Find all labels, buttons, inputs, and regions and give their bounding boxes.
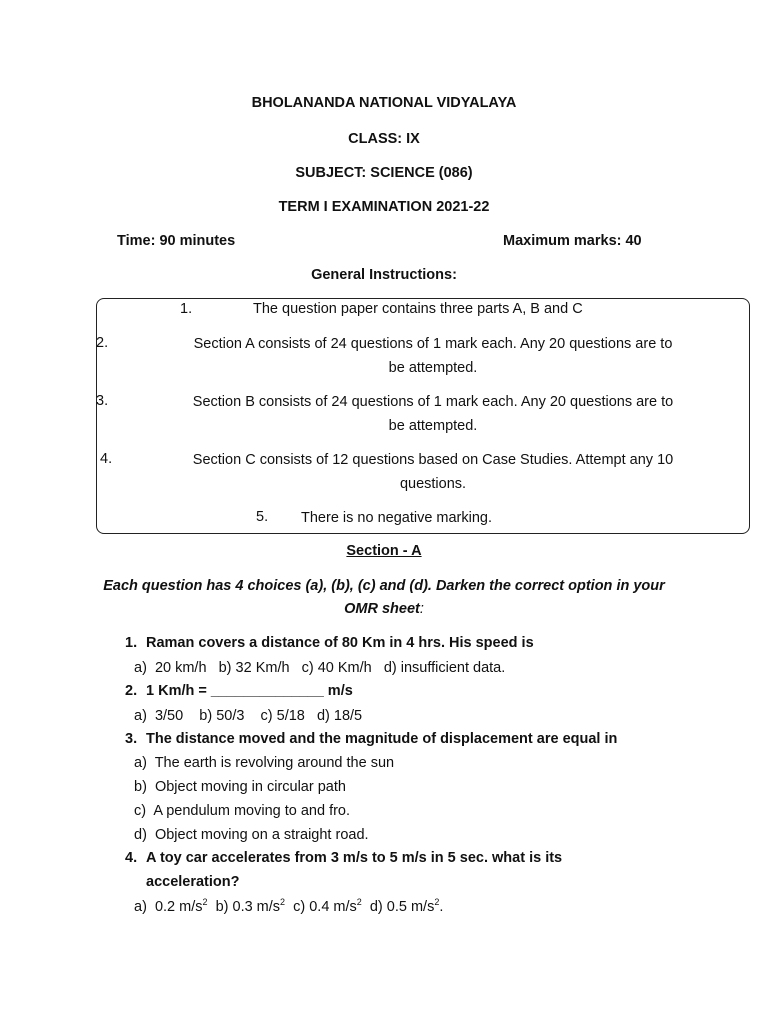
instruction-text: Section B consists of 24 questions of 1 mark each. Any 20 questions are to <box>192 394 674 410</box>
section-note: Each question has 4 choices (a), (b), (c) and (d). Darken the correct option in your <box>103 578 665 594</box>
instruction-number: 4. <box>100 451 113 467</box>
max-marks-label: Maximum marks: 40 <box>503 233 642 249</box>
question-options: a) 20 km/h b) 32 Km/h c) 40 Km/h d) insufficient data. <box>134 660 506 676</box>
question-number: 1. <box>125 635 138 651</box>
instruction-text-cont: be attempted. <box>388 418 478 434</box>
option-c: c) A pendulum moving to and fro. <box>134 803 351 819</box>
instruction-text: The question paper contains three parts A, B and C <box>253 301 583 317</box>
option-d: d) Object moving on a straight road. <box>134 827 369 843</box>
section-title: Section - A <box>346 543 422 559</box>
instruction-text: Section C consists of 12 questions based on Case Studies. Attempt any 10 <box>192 452 674 468</box>
instruction-number: 3. <box>96 393 109 409</box>
question-text: Raman covers a distance of 80 Km in 4 hrs. His speed is <box>146 635 534 651</box>
question-text-cont: acceleration? <box>146 874 240 890</box>
question-number: 3. <box>125 731 138 747</box>
question-options: a) 0.2 $m/s^2$ b) 0.3 $m/s^2$ c) 0.4 $m/s^2$ d) 0.5 $m/s^2$. <box>134 897 444 915</box>
question-number: 2. <box>125 683 138 699</box>
question-text: The distance moved and the magnitude of displacement are equal in <box>146 731 618 747</box>
instruction-text-cont: questions. <box>399 476 467 492</box>
instruction-number: 1. <box>180 301 193 317</box>
subject-label: SUBJECT: SCIENCE (086) <box>295 165 473 181</box>
instruction-text: Section A consists of 24 questions of 1 mark each. Any 20 questions are to <box>193 336 673 352</box>
question-text: A toy car accelerates from 3 m/s to 5 m/s in 5 sec. what is its <box>146 850 563 866</box>
time-label: Time: 90 minutes <box>117 233 236 249</box>
option-b: b) Object moving in circular path <box>134 779 346 795</box>
question-number: 4. <box>125 850 138 866</box>
instruction-number: 2. <box>96 335 109 351</box>
instruction-number: 5. <box>256 509 269 525</box>
question-text: 1 Km/h = ______________ m/s <box>146 683 353 699</box>
instructions-title: General Instructions: <box>311 267 457 283</box>
instruction-text: There is no negative marking. <box>301 510 493 526</box>
school-name: BHOLANANDA NATIONAL VIDYALAYA <box>251 95 517 111</box>
class-label: CLASS: IX <box>348 131 420 147</box>
instruction-text-cont: be attempted. <box>388 360 478 376</box>
exam-title: TERM I EXAMINATION 2021-22 <box>278 199 490 215</box>
question-options: a) 3/50 b) 50/3 c) 5/18 d) 18/5 <box>134 708 363 724</box>
option-a: a) The earth is revolving around the sun <box>134 755 395 771</box>
section-note-cont: OMR sheet: <box>344 601 424 617</box>
